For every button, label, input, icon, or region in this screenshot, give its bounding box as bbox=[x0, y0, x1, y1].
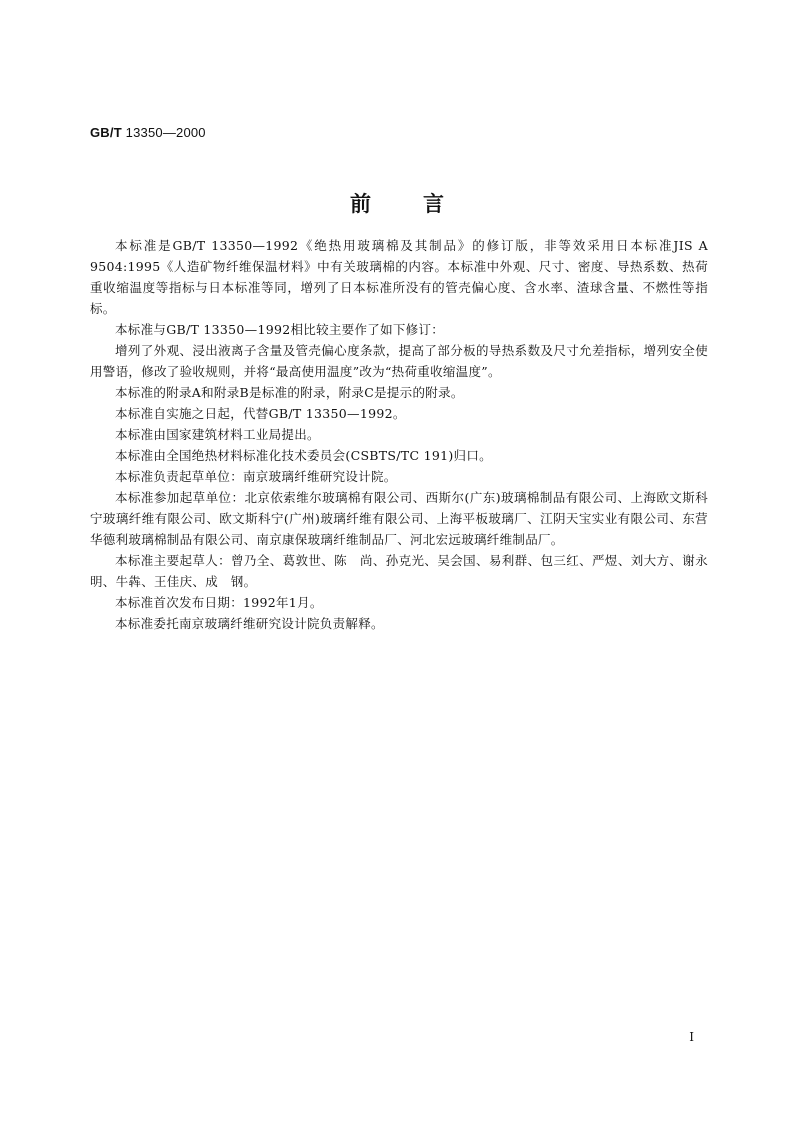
standard-code-number: 13350—2000 bbox=[125, 125, 206, 140]
paragraph-participating-units: 本标准参加起草单位：北京依索维尔玻璃棉有限公司、西斯尔(广东)玻璃棉制品有限公司、上海欧文斯科宁玻璃纤维有限公司、欧文斯科宁(广州)玻璃纤维有限公司、上海平板玻璃厂、江阴天宝实业有限公司、东营华德利玻璃棉制品有限公司、南京康保玻璃纤维制品厂、河北宏远玻璃纤维制品厂。 bbox=[90, 490, 708, 547]
paragraph-replaces: 本标准自实施之日起，代替GB/T 13350—1992。 bbox=[115, 406, 406, 421]
paragraph-drafting-unit: 本标准负责起草单位：南京玻璃纤维研究设计院。 bbox=[115, 469, 397, 484]
paragraph-interpretation: 本标准委托南京玻璃纤维研究设计院负责解释。 bbox=[115, 616, 384, 631]
paragraph-proposed-by: 本标准由国家建筑材料工业局提出。 bbox=[115, 427, 320, 442]
paragraph-first-issue-date: 本标准首次发布日期：1992年1月。 bbox=[115, 595, 323, 610]
paragraph-basis: 本标准是GB/T 13350—1992《绝热用玻璃棉及其制品》的修订版，非等效采用日本标准JIS A 9504:1995《人造矿物纤维保温材料》中有关玻璃棉的内容。本标准中外观、尺寸、密度、导热系数、热荷重收缩温度等指标与日本标准等同，增列了日本标准所没有的管壳偏心度、含水率、渣球含量、不燃性等指标。 bbox=[90, 238, 708, 316]
paragraph-revision-intro: 本标准与GB/T 13350—1992相比较主要作了如下修订： bbox=[115, 322, 445, 337]
standard-code bbox=[90, 125, 206, 140]
foreword-body bbox=[90, 235, 708, 634]
page-title: 前言 bbox=[350, 191, 496, 216]
paragraph-technical-committee: 本标准由全国绝热材料标准化技术委员会(CSBTS/TC 191)归口。 bbox=[115, 448, 492, 463]
paragraph-revision-details: 增列了外观、浸出液离子含量及管壳偏心度条款，提高了部分板的导热系数及尺寸允差指标，增列安全使用警语，修改了验收规则，并将“最高使用温度”改为“热荷重收缩温度”。 bbox=[90, 343, 708, 379]
paragraph-annexes: 本标准的附录A和附录B是标准的附录，附录C是提示的附录。 bbox=[115, 385, 464, 400]
page-number: I bbox=[689, 1030, 694, 1044]
standard-code-prefix: GB/T bbox=[90, 125, 122, 140]
paragraph-drafters: 本标准主要起草人：曾乃全、葛敦世、陈 尚、孙克光、吴会国、易利群、包三红、严煜、刘大方、谢永明、牛犇、王佳庆、成 钢。 bbox=[90, 553, 708, 589]
